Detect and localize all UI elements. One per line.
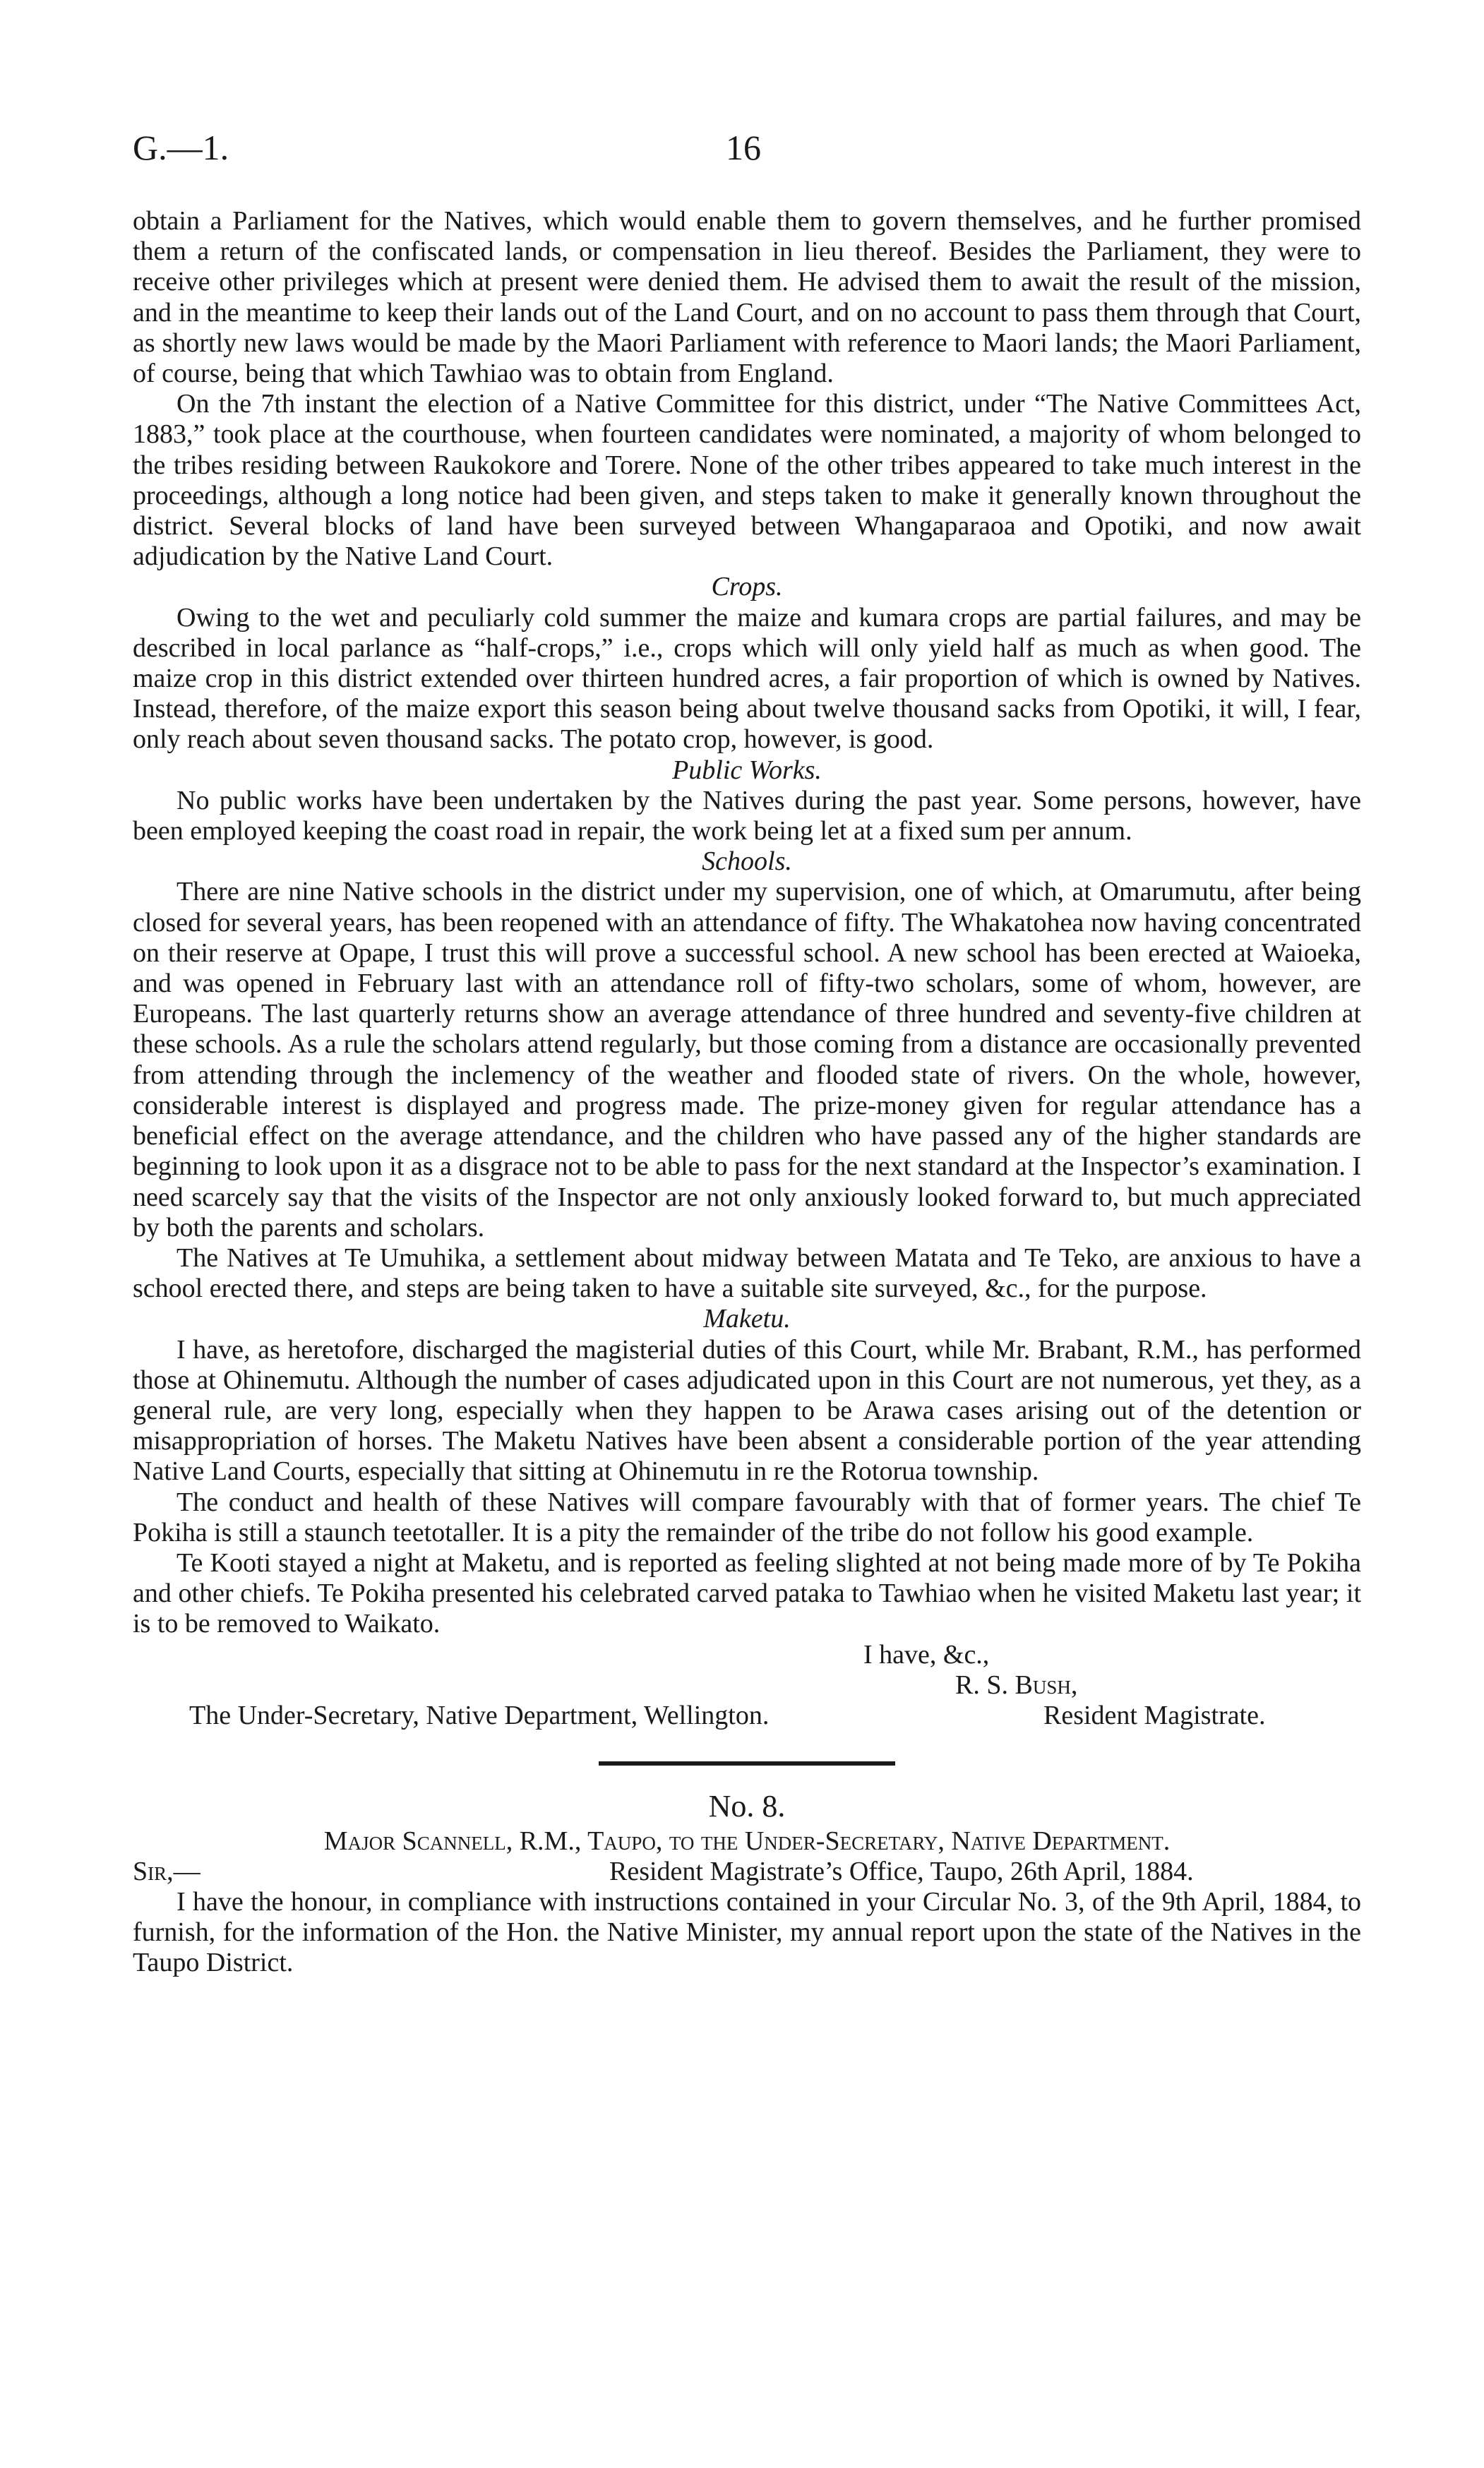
signature-block xyxy=(133,1640,1361,1732)
signature-addressee: The Under-Secretary, Native Department, Wellington. xyxy=(189,1700,770,1730)
signature-name: R. S. Bush, xyxy=(955,1670,1078,1700)
paragraph: There are nine Native schools in the district under my supervision, one of which, at Omarumutu, after being closed for several years, has been reopened with an attendance of fifty. The Whakatohea now having concentrated on their reserve at Opape, I trust this will prove a successful school. A new school has been erected at Waioeka, and was opened in February last with an attendance roll of fifty-two scholars, some of whom, however, are Europeans. The last quarterly returns show an average attendance of three hundred and seventy-five children at these schools. As a rule the scholars attend regularly, but those coming from a distance are occasionally prevented from attending through the inclemency of the weather and flooded state of rivers. On the whole, however, considerable interest is displayed and progress made. The prize-money given for regular attendance has a beneficial effect on the average attendance, and the children who have passed any of the higher standards are beginning to look upon it as a disgrace not to be able to pass for the next standard at the Inspector’s examination. I need scarcely say that the visits of the Inspector are not only anxiously looked forward to, but much appreciated by both the parents and scholars. xyxy=(133,877,1361,1242)
letter-number-heading: No. 8. xyxy=(708,1788,786,1823)
page-number: 16 xyxy=(726,128,761,167)
section-divider xyxy=(599,1761,895,1766)
paragraph: The Natives at Te Umuhika, a settlement about midway between Matata and Te Teko, are anxious to have a school erected there, and steps are being taken to have a suitable site surveyed, &c., for the purpose. xyxy=(133,1242,1361,1304)
paragraph: No public works have been undertaken by the Natives during the past year. Some persons, however, have been employed keeping the coast road in repair, the work being let at a fixed sum per annum. xyxy=(133,785,1361,846)
paragraph: On the 7th instant the election of a Native Committee for this district, under “The Native Committees Act, 1883,” took place at the courthouse, when fourteen candidates were nominated, a majority of whom belonged to the tribes residing between Raukokore and Torere. None of the other tribes appeared to take much interest in the proceedings, although a long notice had been given, and steps taken to make it generally known throughout the district. Several blocks of land have been surveyed between Whangaparaoa and Opotiki, and now await adjudication by the Native Land Court. xyxy=(133,389,1361,572)
document-body xyxy=(133,206,1361,1978)
section-heading-public-works: Public Works. xyxy=(672,755,822,785)
paragraph: obtain a Parliament for the Natives, which would enable them to govern themselves, and he further promised them a return of the confiscated lands, or compensation in lieu thereof. Besides the Parliament, they were to receive other privileges which at present were denied them. He advised them to await the result of the mission, and in the meantime to keep their lands out of the Land Court, and on no account to pass them through that Court, as shortly new laws would be made by the Maori Parliament with reference to Maori lands; the Maori Parliament, of course, being that which Tawhiao was to obtain from England. xyxy=(133,206,1361,389)
paragraph: I have, as heretofore, discharged the magisterial duties of this Court, while Mr. Brabant, R.M., has performed those at Ohinemutu. Although the number of cases adjudicated upon in this Court are not numerous, yet they, as a general rule, are very long, especially when they happen to be Arawa cases arising out of the detention or misappropriation of horses. The Maketu Natives have been absent a considerable portion of the year attending Native Land Courts, especially that sitting at Ohinemutu in re the Rotorua township. xyxy=(133,1334,1361,1487)
salutation: Sir,— xyxy=(133,1856,201,1886)
dateline: Resident Magistrate’s Office, Taupo, 26th April, 1884. xyxy=(609,1856,1194,1886)
section-heading-schools: Schools. xyxy=(702,846,792,877)
section-heading-maketu: Maketu. xyxy=(703,1304,791,1334)
letter-subtitle: Major Scannell, R.M., Taupo, to the Under-Secretary, Native Department. xyxy=(323,1826,1171,1856)
paragraph: Owing to the wet and peculiarly cold summer the maize and kumara crops are partial failures, and may be described in local parlance as “half-crops,” i.e., crops which will only yield half as much as when good. The maize crop in this district extended over thirteen hundred acres, a fair proportion of which is owned by Natives. Instead, therefore, of the maize export this season being about twelve thousand sacks from Opotiki, it will, I fear, only reach about seven thousand sacks. The potato crop, however, is good. xyxy=(133,602,1361,755)
page-header xyxy=(133,127,1361,184)
section-heading-crops: Crops. xyxy=(711,572,783,602)
signature-closing: I have, &c., xyxy=(863,1639,990,1670)
salutation-row xyxy=(133,1857,1361,1887)
signature-title: Resident Magistrate. xyxy=(1043,1700,1266,1730)
paragraph: I have the honour, in compliance with instructions contained in your Circular No. 3, of the 9th April, 1884, to furnish, for the information of the Hon. the Native Minister, my annual report upon the state of the Natives in the Taupo District. xyxy=(133,1886,1361,1978)
paragraph: Te Kooti stayed a night at Maketu, and is reported as feeling slighted at not being made more of by Te Pokiha and other chiefs. Te Pokiha presented his celebrated carved pataka to Tawhiao when he visited Maketu last year; it is to be removed to Waikato. xyxy=(133,1547,1361,1639)
document-reference: G.—1. xyxy=(133,128,229,167)
paragraph: The conduct and health of these Natives will compare favourably with that of former years. The chief Te Pokiha is still a staunch teetotaller. It is a pity the remainder of the tribe do not follow his good example. xyxy=(133,1487,1361,1547)
